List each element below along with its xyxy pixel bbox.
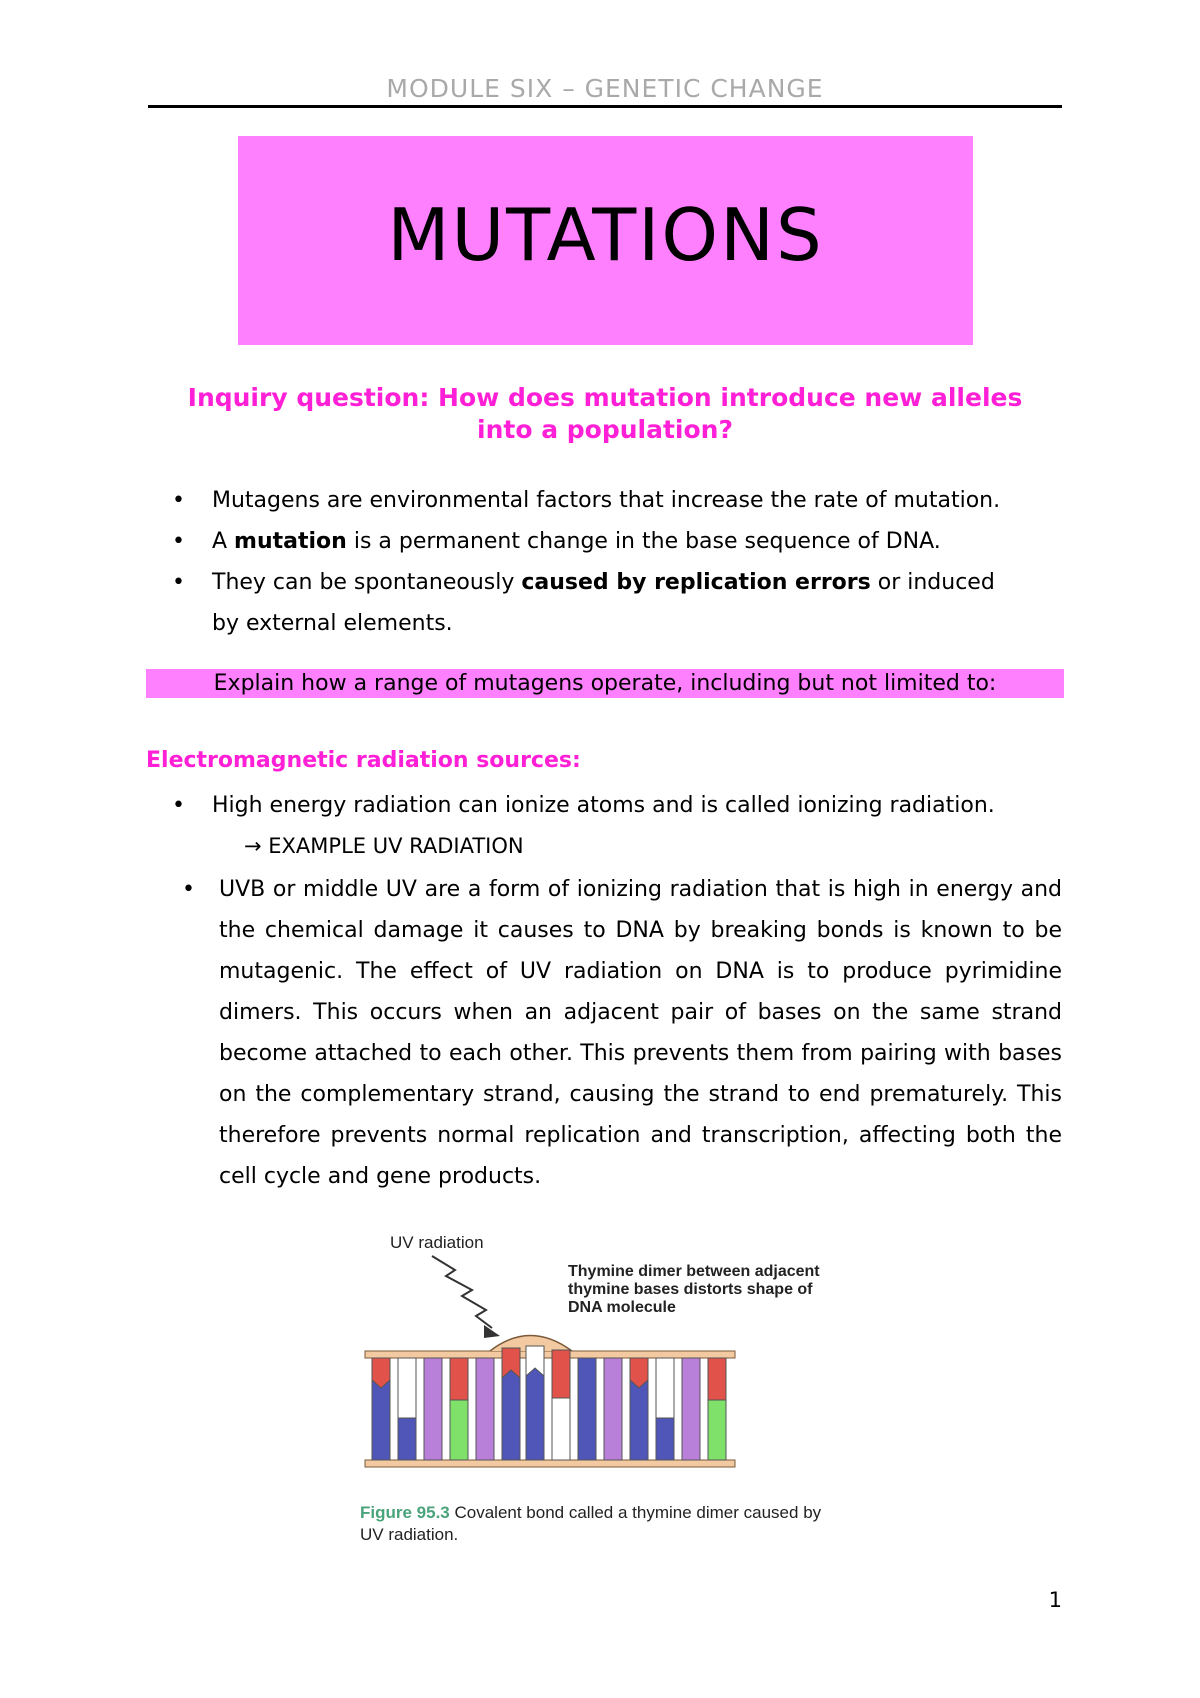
list-item [148, 562, 1062, 644]
figure-caption-line-1 [360, 1503, 822, 1522]
section-heading: Electromagnetic radiation sources: [146, 748, 581, 773]
caption-text: Covalent bond called a thymine dimer caused by [449, 1503, 822, 1522]
bullet-icon: • [172, 529, 185, 554]
uv-lightning-icon [432, 1256, 492, 1328]
bullet-icon: • [172, 793, 185, 818]
inquiry-question [148, 382, 1062, 446]
bold-term: mutation [234, 529, 347, 554]
bullet-text: They can be spontaneously [212, 570, 522, 595]
running-header: MODULE SIX – GENETIC CHANGE [386, 74, 824, 103]
inquiry-line-2: into a population? [477, 415, 733, 444]
page-number: 1 [1048, 1588, 1062, 1612]
bullet-icon: • [182, 877, 195, 902]
figure-caption-line-2: UV radiation. [360, 1525, 459, 1544]
list-item [148, 480, 1062, 521]
bullet-icon: • [172, 570, 185, 595]
uv-label: UV radiation [390, 1233, 484, 1252]
instruction-banner: Explain how a range of mutagens operate, including but not limited to: [146, 669, 1064, 698]
uvb-bullet [148, 869, 1062, 1197]
figure-number: Figure 95.3 [360, 1503, 450, 1522]
annotation-line-2: thymine bases distorts shape of [568, 1281, 813, 1298]
dna-diagram [365, 1336, 735, 1468]
list-item [148, 785, 1062, 826]
thymine-dimer-figure [360, 1228, 880, 1558]
list-item [148, 521, 1062, 562]
annotation-line-1: Thymine dimer between adjacent [568, 1263, 820, 1280]
uvb-paragraph: UVB or middle UV are a form of ionizing radiation that is high in energy and the chemical damage it causes to DNA by breaking bonds is known to be mutagenic. The effect of UV radiation on DNA is to produce pyrimidine dimers. This occurs when an adjacent pair of bases on the same strand become attached to each other. This prevents them from pairing with bases on the complementary strand, causing the strand to end prematurely. This therefore prevents normal replication and transcription, affecting both the cell cycle and gene products. [219, 877, 1062, 1189]
bullet-text: Mutagens are environmental factors that increase the rate of mutation. [212, 488, 1001, 513]
bullet-text: High energy radiation can ionize atoms and is called ionizing radiation. [212, 793, 995, 818]
bullet-text: A [212, 529, 235, 554]
bullet-text: or induced [870, 570, 995, 595]
page-title: MUTATIONS [387, 192, 824, 277]
em-bullet-list [148, 785, 1062, 826]
inquiry-line-1: Inquiry question: How does mutation introduce new alleles [187, 383, 1023, 412]
header-rule [148, 105, 1062, 108]
bullet-icon: • [172, 488, 185, 513]
bullet-text: is a permanent change in the base sequence of DNA. [346, 529, 941, 554]
annotation-line-3: DNA molecule [568, 1299, 676, 1316]
bold-term: caused by replication errors [521, 570, 871, 595]
example-line: → EXAMPLE UV RADIATION [244, 834, 524, 858]
title-banner [238, 136, 973, 345]
intro-bullet-list [148, 480, 1062, 644]
bullet-text: by external elements. [212, 611, 453, 636]
